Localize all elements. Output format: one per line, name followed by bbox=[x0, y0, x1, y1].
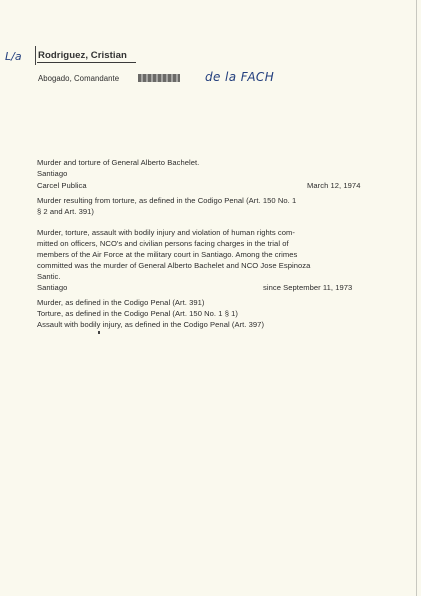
case2-description-line: Santic. bbox=[37, 272, 61, 281]
case1-date: March 12, 1974 bbox=[307, 181, 361, 190]
case1-title: Murder and torture of General Alberto Bachelet. bbox=[37, 158, 200, 167]
case2-charge: Assault with bodily injury, as defined in the Codigo Penal (Art. 397) bbox=[37, 320, 265, 329]
page-edge bbox=[416, 0, 417, 596]
case2-place: Santiago bbox=[37, 283, 68, 292]
role-label: Abogado, Comandante bbox=[38, 74, 120, 83]
struck-out-text bbox=[138, 74, 180, 82]
ink-mark bbox=[98, 331, 100, 334]
margin-mark bbox=[35, 46, 36, 65]
case1-prison: Carcel Publica bbox=[37, 181, 87, 190]
case1-place: Santiago bbox=[37, 169, 68, 178]
case2-charge: Torture, as defined in the Codigo Penal (Art. 150 No. 1 § 1) bbox=[37, 309, 238, 318]
name-underline bbox=[37, 62, 136, 63]
handwritten-annotation: L/a bbox=[5, 50, 22, 63]
case2-date: since September 11, 1973 bbox=[263, 283, 353, 292]
case2-description-line: mitted on officers, NCO's and civilian persons facing charges in the trial of bbox=[37, 239, 289, 248]
case2-description-line: committed was the murder of General Alberto Bachelet and NCO Jose Espinoza bbox=[37, 261, 311, 270]
case1-charge-line1: Murder resulting from torture, as defined in the Codigo Penal (Art. 150 No. 1 bbox=[37, 196, 297, 205]
case2-charge: Murder, as defined in the Codigo Penal (Art. 391) bbox=[37, 298, 205, 307]
case2-description-line: Murder, torture, assault with bodily injury and violation of human rights com- bbox=[37, 228, 295, 237]
handwritten-unit: de la FACH bbox=[205, 70, 275, 84]
case2-description-line: members of the Air Force at the military court in Santiago. Among the crimes bbox=[37, 250, 298, 259]
case1-charge-line2: § 2 and Art. 391) bbox=[37, 207, 94, 216]
person-name: Rodriguez, Cristian bbox=[38, 50, 127, 61]
